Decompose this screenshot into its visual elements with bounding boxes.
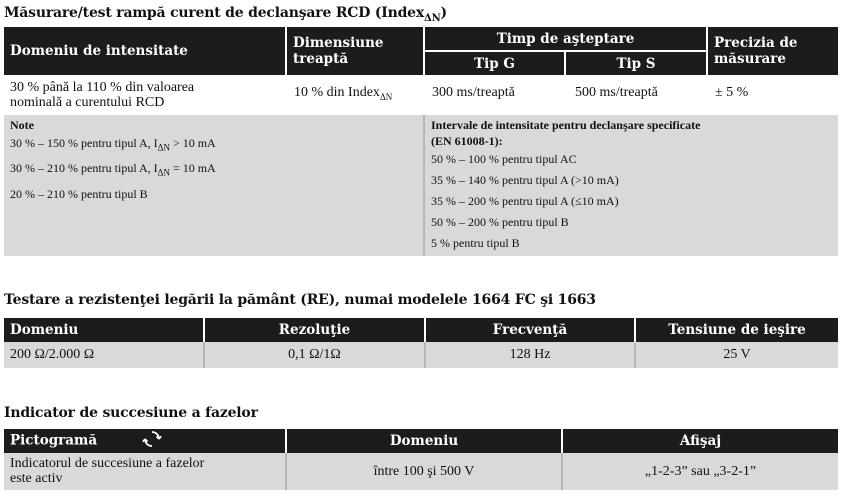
earth-resistance-table <box>4 318 838 368</box>
header-output-voltage: Tensiune de ieşire <box>635 318 838 342</box>
cell-range: 200 Ω/2.000 Ω <box>4 342 204 368</box>
intervals-heading-standard: (EN 61008-1): <box>431 134 503 148</box>
row-tip-s: 500 ms/treaptă <box>575 85 658 100</box>
header-pictogram: Pictogramă <box>4 429 286 453</box>
cell-phase-domain: între 100 şi 500 V <box>286 453 562 490</box>
header-resolution: Rezoluţie <box>204 318 425 342</box>
header-wait-time: Timp de aşteptare <box>424 27 707 51</box>
note-item: 30 % – 210 % pentru tipul A, $I_{\Delta N} = 10$ mA <box>10 161 216 178</box>
section1-title: Măsurare/test rampă curent de declanşare RCD (Index$_{\Delta N}$) <box>4 5 447 24</box>
header-frequency: Frecvenţă <box>425 318 635 342</box>
header-display: Afişaj <box>562 429 838 453</box>
interval-item: 50 % – 100 % pentru tipul AC <box>431 152 577 166</box>
row-domain: 30 % până la 110 % din valoarea nominală a curentului RCD <box>10 80 195 110</box>
cell-frequency: 128 Hz <box>425 342 635 368</box>
note-item: 30 % – 150 % pentru tipul A, $I_{\Delta N} > 10$ mA <box>10 136 216 153</box>
row-tip-g: 300 ms/treaptă <box>432 85 515 100</box>
interval-item: 50 % – 200 % pentru tipul B <box>431 215 569 229</box>
header-range: Domeniu <box>4 318 204 342</box>
phase-sequence-table <box>4 429 838 490</box>
header-precision: Precizia de măsurare <box>707 27 838 75</box>
row-step-size: 10 % din Index$_{\Delta N}$ <box>294 85 393 102</box>
row-precision: ± 5 % <box>715 85 749 100</box>
intervals-cell <box>424 115 838 256</box>
header-tip-g: Tip G <box>424 51 565 75</box>
intervals-heading: Intervale de intensitate pentru declanşare specificate <box>431 118 701 132</box>
interval-item: 35 % – 140 % pentru tipul A (>10 mA) <box>431 173 619 187</box>
rotation-arrows-icon <box>142 429 162 453</box>
section3-title: Indicator de succesiune a fazelor <box>4 405 258 421</box>
cell-pictogram-text: Indicatorul de succesiune a fazelor este activ <box>4 453 286 490</box>
section2-title: Testare a rezistenţei legării la pământ (RE), numai modelele 1664 FC şi 1663 <box>4 292 596 308</box>
header-phase-domain: Domeniu <box>286 429 562 453</box>
header-step-size: Dimensiune treaptă <box>286 27 424 75</box>
cell-display: „1-2-3” sau „3-2-1” <box>562 453 838 490</box>
header-domain: Domeniu de intensitate <box>4 27 286 75</box>
interval-item: 5 % pentru tipul B <box>431 236 520 250</box>
cell-resolution: 0,1 Ω/1Ω <box>204 342 425 368</box>
notes-cell <box>4 115 424 256</box>
note-item: 20 % – 210 % pentru tipul B <box>10 186 148 201</box>
interval-item: 35 % – 200 % pentru tipul A (≤10 mA) <box>431 194 619 208</box>
notes-label: Note <box>10 118 34 132</box>
header-tip-s: Tip S <box>565 51 707 75</box>
cell-output-voltage: 25 V <box>635 342 838 368</box>
rcd-ramp-table <box>4 27 838 256</box>
